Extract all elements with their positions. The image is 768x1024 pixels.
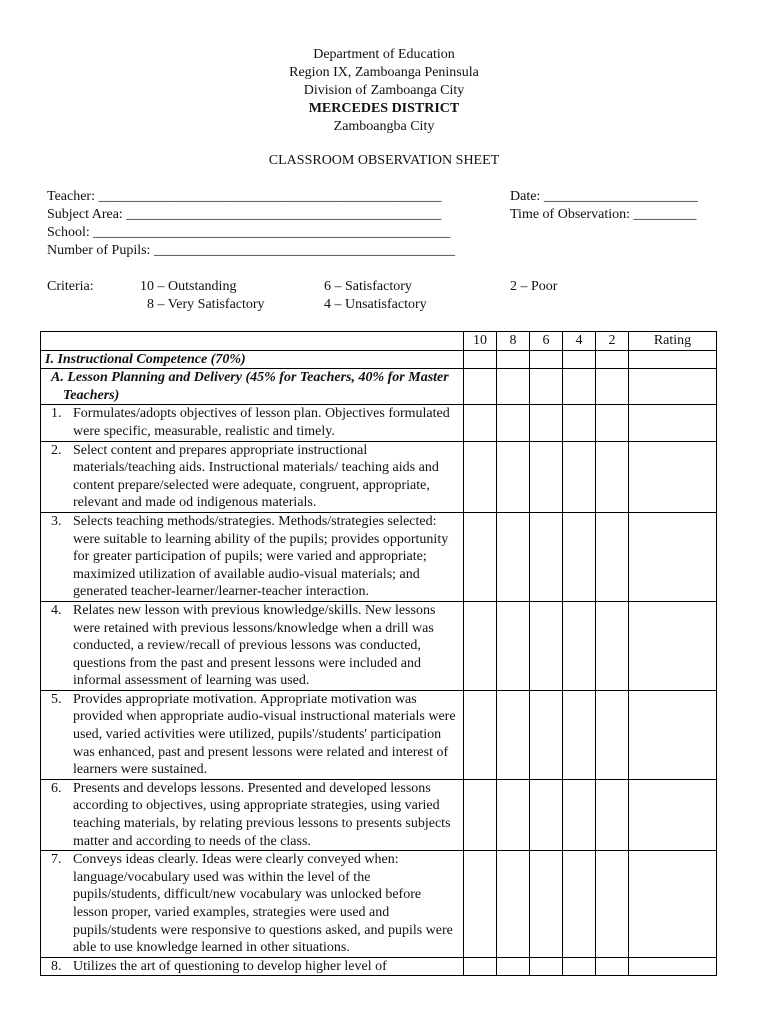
score-cell[interactable] [497, 779, 530, 850]
score-cell[interactable] [596, 405, 629, 441]
score-cell[interactable] [464, 350, 497, 369]
score-cell[interactable] [530, 350, 563, 369]
score-cell[interactable] [596, 441, 629, 512]
letterhead [0, 46, 768, 136]
header-score-4: 4 [563, 332, 596, 351]
score-cell[interactable] [497, 690, 530, 779]
rating-cell[interactable] [629, 779, 717, 850]
score-cell[interactable] [464, 601, 497, 690]
score-cell[interactable] [596, 350, 629, 369]
item-number: 4. [51, 602, 62, 618]
score-cell[interactable] [530, 405, 563, 441]
number-of-pupils-field[interactable]: Number of Pupils: ___________________________________________ [47, 243, 455, 258]
score-cell[interactable] [530, 851, 563, 958]
time-of-observation-field[interactable]: Time of Observation: _________ [510, 207, 697, 222]
score-cell[interactable] [530, 779, 563, 850]
score-cell[interactable] [497, 369, 530, 405]
score-cell[interactable] [497, 512, 530, 601]
header-line-department: Department of Education [313, 47, 455, 62]
item-text: Provides appropriate motivation. Appropriate motivation was provided when appropriate audio-visual instructional materials were used, varied activities were utilized, pupils'/students' participation was enhanced, past and present lessons were related and interest of learners were sustained. [73, 691, 456, 778]
score-cell[interactable] [563, 441, 596, 512]
score-cell[interactable] [497, 350, 530, 369]
section-I-row [41, 350, 717, 369]
item-text: Conveys ideas clearly. Ideas were clearly conveyed when: language/vocabulary used was within the level of the pupils/students, difficult/new vocabulary was unlocked before lesson proper, varied examples, strategies were used and pupils/students were responsive to questions asked, and pupils were able to use knowledge learned in other situations. [73, 852, 453, 956]
header-district: MERCEDES DISTRICT [308, 101, 460, 116]
header-score-2: 2 [596, 332, 629, 351]
rating-cell[interactable] [629, 601, 717, 690]
teacher-field[interactable]: Teacher: _________________________________________________ [47, 189, 442, 204]
score-cell[interactable] [563, 512, 596, 601]
score-cell[interactable] [563, 405, 596, 441]
score-cell[interactable] [497, 851, 530, 958]
section-A-row [41, 369, 717, 405]
criteria-10: 10 – Outstanding [140, 279, 237, 294]
score-cell[interactable] [530, 441, 563, 512]
header-line-division: Division of Zamboanga City [303, 83, 465, 98]
item-text: Formulates/adopts objectives of lesson plan. Objectives formulated were specific, measurable, realistic and timely. [73, 406, 450, 439]
criteria-4: 4 – Unsatisfactory [324, 297, 427, 312]
score-cell[interactable] [596, 851, 629, 958]
criteria-8: 8 – Very Satisfactory [147, 297, 265, 312]
rating-cell[interactable] [629, 851, 717, 958]
item-cell [41, 601, 464, 690]
item-text: Relates new lesson with previous knowledge/skills. New lessons were retained with previous lessons/knowledge when a drill was conducted, a review/recall of previous lessons was conducted, questions from the past and present lessons were included and informal assessment of learning was used. [73, 602, 436, 689]
score-cell[interactable] [596, 369, 629, 405]
score-cell[interactable] [464, 369, 497, 405]
observation-table [40, 331, 717, 976]
item-number: 7. [51, 852, 62, 868]
score-cell[interactable] [530, 690, 563, 779]
date-field[interactable]: Date: ______________________ [510, 189, 698, 204]
subject-area-field[interactable]: Subject Area: _____________________________________________ [47, 207, 442, 222]
score-cell[interactable] [596, 601, 629, 690]
score-cell[interactable] [563, 369, 596, 405]
score-cell[interactable] [563, 851, 596, 958]
table-row [41, 957, 717, 976]
score-cell[interactable] [464, 441, 497, 512]
score-cell[interactable] [596, 512, 629, 601]
score-cell[interactable] [497, 957, 530, 976]
school-field[interactable]: School: ___________________________________________________ [47, 225, 451, 240]
score-cell[interactable] [464, 851, 497, 958]
item-text: Utilizes the art of questioning to develop higher level of [73, 958, 387, 974]
score-cell[interactable] [563, 350, 596, 369]
score-cell[interactable] [464, 779, 497, 850]
rating-cell[interactable] [629, 512, 717, 601]
header-score-6: 6 [530, 332, 563, 351]
score-cell[interactable] [563, 690, 596, 779]
header-score-10: 10 [464, 332, 497, 351]
score-cell[interactable] [563, 601, 596, 690]
table-row [41, 690, 717, 779]
item-text: Presents and develops lessons. Presented and developed lessons according to objectives, using appropriate strategies, using varied teaching materials, by relating previous lessons to presents subjects matter and according to needs of the class. [73, 780, 451, 849]
item-text: Selects teaching methods/strategies. Methods/strategies selected: were suitable to learning ability of the pupils; provides opportunity for greater participation of pupils; were varied and appropriate; maximized utilization of available audio-visual materials; and generated teacher-learner/learner-teacher interaction. [73, 513, 449, 600]
item-cell [41, 779, 464, 850]
item-number: 1. [51, 406, 62, 422]
item-cell [41, 405, 464, 441]
header-blank-cell [41, 332, 464, 351]
item-cell [41, 957, 464, 976]
sheet-title: CLASSROOM OBSERVATION SHEET [268, 153, 500, 168]
item-number: 6. [51, 780, 62, 796]
score-cell[interactable] [530, 601, 563, 690]
score-cell[interactable] [530, 512, 563, 601]
table-header-row [41, 332, 717, 351]
item-number: 3. [51, 513, 62, 529]
score-cell[interactable] [530, 957, 563, 976]
score-cell[interactable] [596, 957, 629, 976]
item-cell [41, 851, 464, 958]
item-number: 5. [51, 691, 62, 707]
table-row [41, 601, 717, 690]
item-cell [41, 441, 464, 512]
score-cell[interactable] [464, 512, 497, 601]
score-cell[interactable] [464, 690, 497, 779]
rating-cell[interactable] [629, 690, 717, 779]
score-cell[interactable] [596, 690, 629, 779]
table-row [41, 779, 717, 850]
table-row [41, 851, 717, 958]
table-row [41, 405, 717, 441]
table-row [41, 441, 717, 512]
criteria-6: 6 – Satisfactory [324, 279, 412, 294]
score-cell[interactable] [464, 405, 497, 441]
header-city: Zamboangba City [333, 119, 435, 134]
header-line-region: Region IX, Zamboanga Peninsula [289, 65, 479, 80]
score-cell[interactable] [563, 779, 596, 850]
rating-cell[interactable] [629, 957, 717, 976]
section-I-title: I. Instructional Competence (70%) [41, 350, 464, 369]
table-row [41, 512, 717, 601]
score-cell[interactable] [497, 601, 530, 690]
score-cell[interactable] [530, 369, 563, 405]
item-number: 8. [51, 958, 62, 974]
section-A-title: A. Lesson Planning and Delivery (45% for Teachers, 40% for Master Teachers) [41, 369, 464, 405]
score-cell[interactable] [497, 405, 530, 441]
header-score-8: 8 [497, 332, 530, 351]
score-cell[interactable] [563, 957, 596, 976]
item-number: 2. [51, 442, 62, 458]
score-cell[interactable] [596, 779, 629, 850]
score-cell[interactable] [497, 441, 530, 512]
score-cell[interactable] [464, 957, 497, 976]
rating-cell[interactable] [629, 405, 717, 441]
rating-cell[interactable] [629, 369, 717, 405]
criteria-2: 2 – Poor [510, 279, 558, 294]
rating-cell[interactable] [629, 350, 717, 369]
item-cell [41, 512, 464, 601]
item-cell [41, 690, 464, 779]
header-rating: Rating [629, 332, 717, 351]
criteria-label: Criteria: [47, 279, 94, 294]
rating-cell[interactable] [629, 441, 717, 512]
item-text: Select content and prepares appropriate instructional materials/teaching aids. Instructional materials/ teaching aids and content prepare/selected were adequate, congruent, appropriate, relevant and made od indigenous materials. [73, 442, 439, 511]
